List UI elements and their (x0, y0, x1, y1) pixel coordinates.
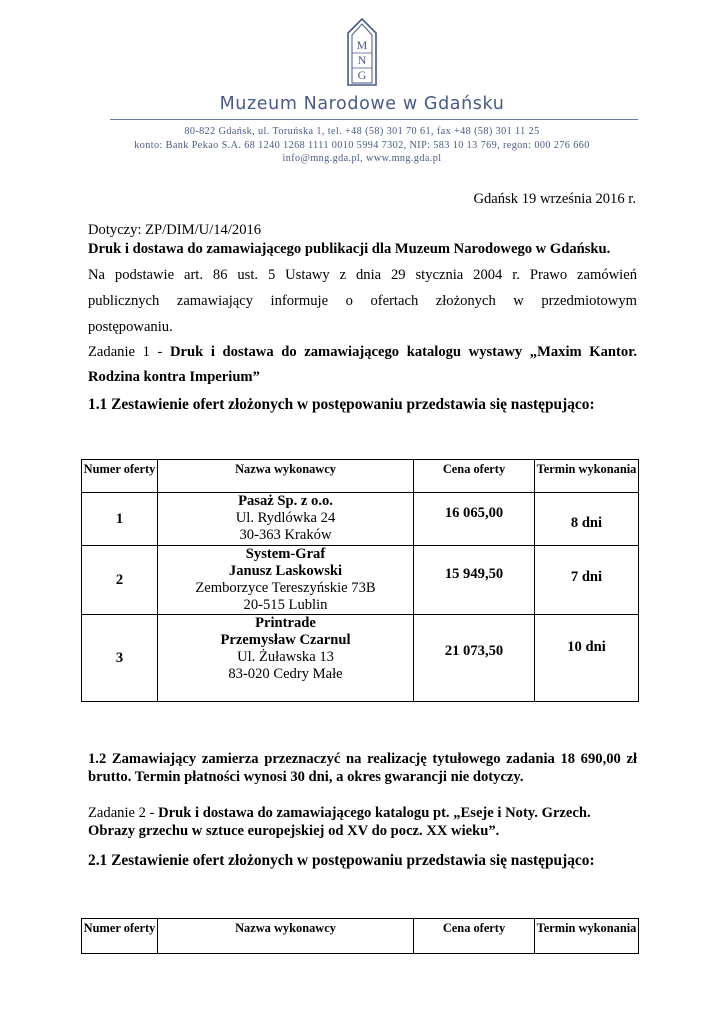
museum-name: Muzeum Narodowe w Gdańsku (219, 94, 505, 114)
contractor-name: Przemysław Czarnul (220, 632, 351, 648)
logo-letter-n: N (357, 53, 367, 67)
task1-offers-table (81, 459, 639, 702)
header-price: Cena oferty (414, 460, 535, 493)
offer-number: 3 (82, 615, 158, 702)
intro-line-3: postępowaniu. (88, 319, 173, 335)
header-term: Termin wykonania (535, 919, 639, 954)
task2-offers-table (81, 918, 639, 954)
museum-logo (346, 17, 378, 87)
address-line-3: info@mng.gda.pl, www.mng.gda.pl (282, 153, 442, 164)
address-line-2: konto: Bank Pekao S.A. 68 1240 1268 1111 0010 5994 7302, NIP: 583 10 13 769, regon: 000 276 660 (134, 140, 590, 151)
table-header-row (82, 919, 639, 954)
header-number: Numer oferty (82, 460, 158, 493)
contractor-address: 20-515 Lublin (243, 597, 328, 613)
contractor-address: Zemborzyce Tereszyńskie 73B (195, 580, 376, 596)
header-term: Termin wykonania (535, 460, 639, 493)
logo-letter-g: G (357, 68, 367, 82)
task1-title-line-2: Rodzina kontra Imperium” (88, 369, 260, 385)
header-number: Numer oferty (82, 919, 158, 954)
subject-title: Druk i dostawa do zamawiającego publikacji dla Muzeum Narodowego w Gdańsku. (88, 241, 611, 257)
contractor-address: Ul. Żuławska 13 (237, 649, 334, 665)
task1-heading: 1.1 Zestawienie ofert złożonych w postępowaniu przedstawia się następująco: (88, 396, 595, 413)
address-line-1: 80-822 Gdańsk, ul. Toruńska 1, tel. +48 (58) 301 70 61, fax +48 (58) 301 11 25 (184, 126, 540, 137)
offer-price: 21 073,50 (414, 615, 535, 702)
contractor-address: Ul. Rydlówka 24 (235, 510, 336, 526)
table-row (82, 493, 639, 546)
subject-reference: Dotyczy: ZP/DIM/U/14/2016 (88, 222, 262, 238)
offer-term: 7 dni (535, 546, 639, 615)
header-contractor: Nazwa wykonawcy (158, 919, 414, 954)
intro-line-2: publicznych zamawiający informuje o ofertach złożonych w przedmiotowym (88, 293, 637, 309)
offer-price: 15 949,50 (414, 546, 535, 615)
task1-title-line-1 (88, 343, 637, 361)
offer-price: 16 065,00 (414, 493, 535, 546)
museum-logo-icon (346, 17, 378, 87)
task2-prefix: Zadanie 2 - (88, 805, 159, 821)
offer-contractor (158, 615, 414, 702)
contractor-name: System-Graf (245, 546, 326, 562)
offer-term: 8 dni (535, 493, 639, 546)
task2-title-line-2: Obrazy grzechu w sztuce europejskiej od XV do pocz. XX wieku”. (88, 823, 500, 839)
logo-letter-m: M (356, 38, 368, 52)
task2-heading: 2.1 Zestawienie ofert złożonych w postępowaniu przedstawia się następująco: (88, 852, 595, 869)
contractor-name: Printrade (255, 615, 316, 631)
table-row (82, 615, 639, 702)
task1-prefix: Zadanie 1 - (88, 344, 170, 360)
offer-contractor (158, 546, 414, 615)
header-price: Cena oferty (414, 919, 535, 954)
contractor-address: 83-020 Cedry Małe (228, 666, 343, 682)
table-row (82, 546, 639, 615)
contractor-name: Janusz Laskowski (228, 563, 343, 579)
table-header-row (82, 460, 639, 493)
contractor-name: Pasaż Sp. z o.o. (238, 493, 333, 509)
offer-number: 1 (82, 493, 158, 546)
letter-date: Gdańsk 19 września 2016 r. (473, 191, 636, 207)
task2-title-line-1 (88, 804, 591, 822)
task2-title: Druk i dostawa do zamawiającego katalogu pt. „Eseje i Noty. Grzech. (158, 805, 591, 821)
task1-title: Druk i dostawa do zamawiającego katalogu wystawy „Maxim Kantor. (170, 344, 637, 360)
header-divider (110, 119, 638, 120)
offer-contractor (158, 493, 414, 546)
offer-number: 2 (82, 546, 158, 615)
task1-budget-note-line-1: 1.2 Zamawiający zamierza przeznaczyć na realizację tytułowego zadania 18 690,00 zł (88, 751, 637, 767)
task1-budget-note-line-2: brutto. Termin płatności wynosi 30 dni, a okres gwarancji nie dotyczy. (88, 769, 524, 785)
intro-line-1: Na podstawie art. 86 ust. 5 Ustawy z dnia 29 stycznia 2004 r. Prawo zamówień (88, 267, 637, 283)
offer-term: 10 dni (535, 615, 639, 702)
contractor-address: 30-363 Kraków (239, 527, 332, 543)
header-contractor: Nazwa wykonawcy (158, 460, 414, 493)
